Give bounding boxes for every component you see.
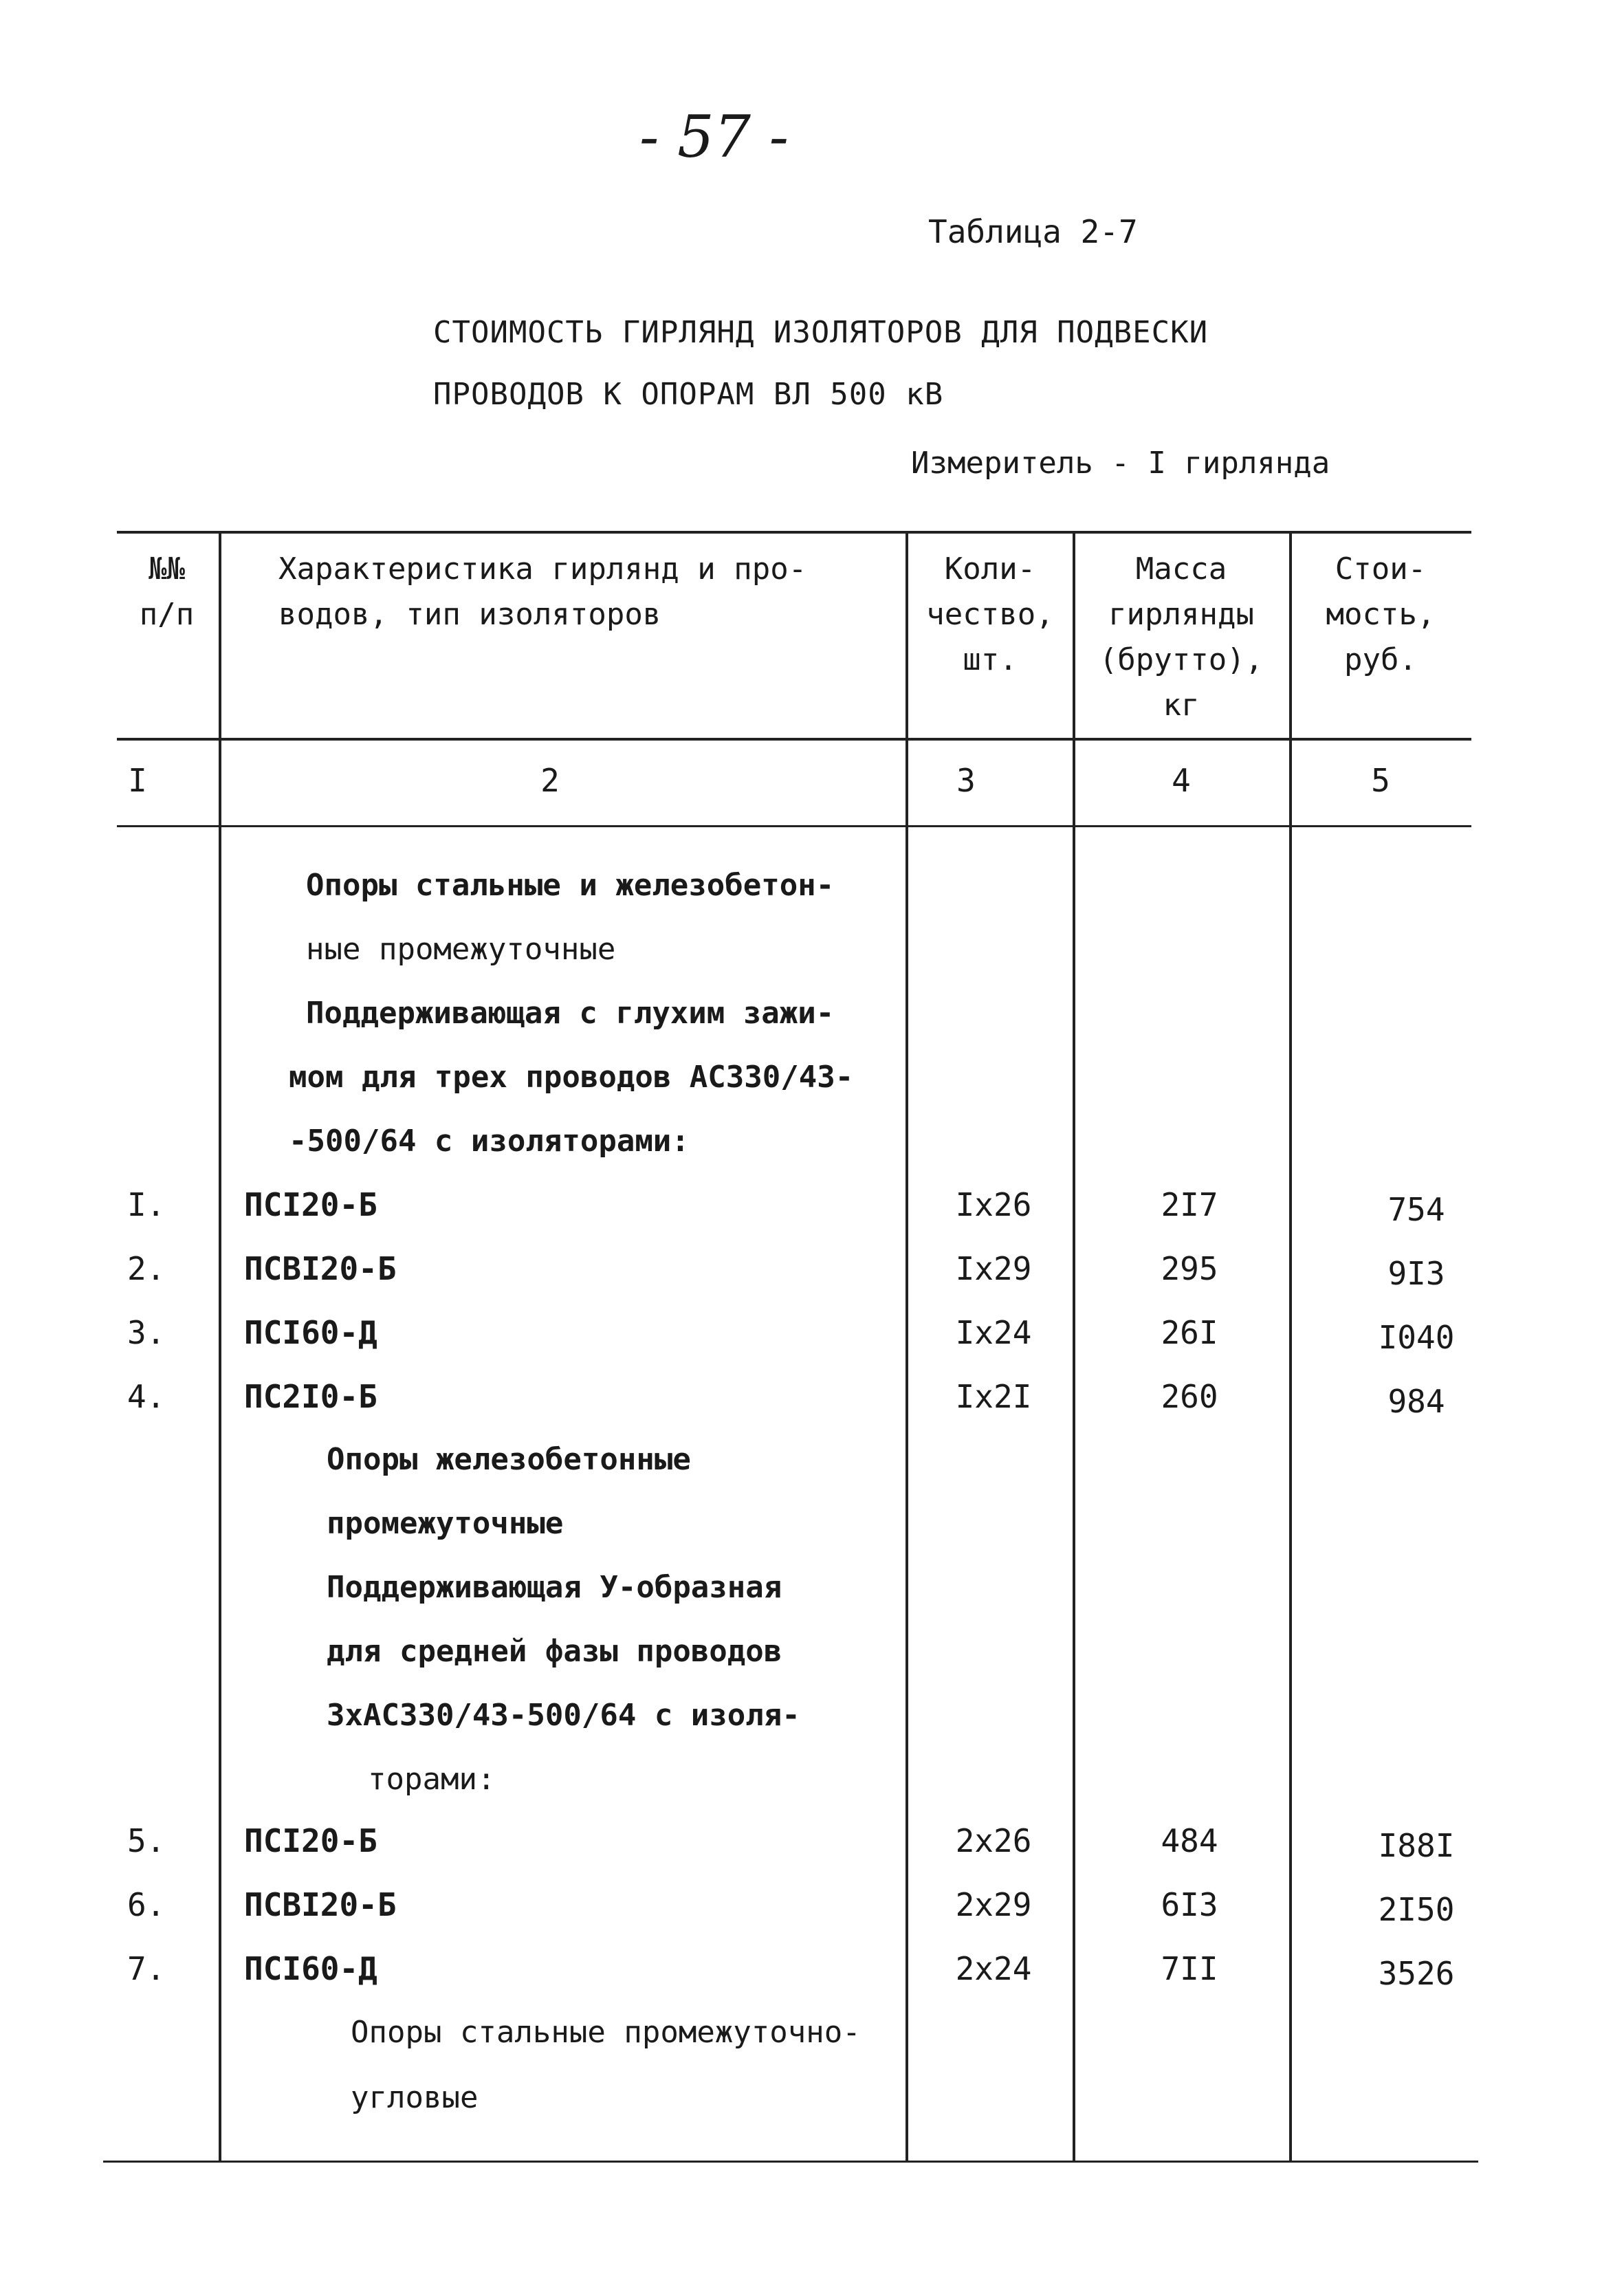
section-3-line-2: угловые: [351, 2080, 479, 2115]
col-divider-1: [219, 531, 221, 2162]
table-top-rule: [117, 531, 1471, 534]
row-5-mass: 484: [1161, 1822, 1218, 1859]
section-1-line-5: -500/64 с изоляторами:: [289, 1124, 690, 1159]
row-2-type: ПСВI20-Б: [244, 1250, 397, 1287]
row-4-mass: 260: [1161, 1378, 1218, 1415]
section-2-line-3: Поддерживающая У-образная: [327, 1570, 782, 1605]
row-5-qty: 2x26: [955, 1822, 1032, 1859]
header-bottom-rule: [117, 738, 1471, 741]
row-3-index: 3.: [127, 1314, 166, 1351]
section-2-line-6: торами:: [368, 1762, 496, 1797]
row-2-qty: Ix29: [955, 1250, 1032, 1287]
header-col-5-line-1: Стои-: [1335, 551, 1427, 587]
header-col-4: [1075, 547, 1288, 728]
section-2-line-1: Опоры железобетонные: [327, 1442, 691, 1477]
row-6-mass: 6I3: [1161, 1886, 1218, 1923]
header-col-3-line-3: шт.: [963, 642, 1018, 677]
row-3-cost: I040: [1378, 1319, 1455, 1356]
row-4-cost: 984: [1387, 1383, 1445, 1420]
row-1-index: I.: [127, 1186, 166, 1223]
table-label: Таблица 2-7: [928, 213, 1138, 250]
row-6-qty: 2x29: [955, 1886, 1032, 1923]
colnum-5: 5: [1371, 762, 1390, 799]
header-col-5-line-3: руб.: [1344, 642, 1417, 677]
section-3-line-1: Опоры стальные промежуточно-: [351, 2015, 861, 2050]
row-1-qty: Ix26: [955, 1186, 1032, 1223]
row-7-cost: 3526: [1378, 1955, 1455, 1992]
section-2-line-4: для средней фазы проводов: [327, 1634, 782, 1669]
header-col-2-line-2: водов, тип изоляторов: [278, 597, 661, 632]
row-1-mass: 2I7: [1161, 1186, 1218, 1223]
row-4-qty: Ix2I: [955, 1378, 1032, 1415]
section-1-line-2: ные промежуточные: [306, 932, 616, 967]
row-4-type: ПС2I0-Б: [244, 1378, 377, 1415]
section-2-line-5: 3хАС330/43-500/64 с изоля-: [327, 1698, 800, 1733]
row-2-mass: 295: [1161, 1250, 1218, 1287]
colnum-1: I: [128, 762, 147, 799]
header-col-5: [1291, 547, 1470, 683]
row-1-type: ПСI20-Б: [244, 1186, 377, 1223]
header-col-4-line-1: Масса: [1135, 551, 1227, 587]
row-5-index: 5.: [127, 1822, 166, 1859]
header-col-1-line-2: п/п: [139, 597, 195, 632]
colnum-2: 2: [540, 762, 560, 799]
row-1-cost: 754: [1387, 1191, 1445, 1228]
header-col-4-line-4: кг: [1163, 688, 1200, 723]
row-6-type: ПСВI20-Б: [244, 1886, 397, 1923]
colnum-3: 3: [956, 762, 976, 799]
header-col-4-line-3: (брутто),: [1099, 642, 1264, 677]
row-7-index: 7.: [127, 1950, 166, 1987]
table-title-line-2: ПРОВОДОВ К ОПОРАМ ВЛ 500 кВ: [433, 377, 944, 412]
header-col-3: [908, 547, 1073, 683]
header-col-2: [278, 547, 897, 637]
row-5-type: ПСI20-Б: [244, 1822, 377, 1859]
row-7-type: ПСI60-Д: [244, 1950, 377, 1987]
header-col-2-line-1: Характеристика гирлянд и про-: [278, 551, 807, 587]
table-title-line-1: СТОИМОСТЬ ГИРЛЯНД ИЗОЛЯТОРОВ ДЛЯ ПОДВЕСКИ: [433, 315, 1209, 350]
colnum-4: 4: [1172, 762, 1191, 799]
header-col-5-line-2: мость,: [1326, 597, 1436, 632]
row-3-qty: Ix24: [955, 1314, 1032, 1351]
section-1-line-3: Поддерживающая с глухим зажи-: [306, 996, 835, 1031]
header-col-3-line-1: Коли-: [944, 551, 1036, 587]
table-bottom-rule: [103, 2161, 1478, 2163]
colnum-bottom-rule: [117, 825, 1471, 827]
page-number: - 57 -: [639, 103, 789, 171]
row-2-cost: 9I3: [1387, 1255, 1445, 1292]
row-5-cost: I88I: [1378, 1827, 1455, 1864]
section-2-line-2: промежуточные: [327, 1506, 564, 1541]
header-col-4-line-2: гирлянды: [1108, 597, 1254, 632]
row-3-mass: 26I: [1161, 1314, 1218, 1351]
header-col-3-line-2: чество,: [926, 597, 1054, 632]
row-7-mass: 7II: [1161, 1950, 1218, 1987]
section-1-line-1: Опоры стальные и железобетон-: [306, 868, 835, 903]
row-3-type: ПСI60-Д: [244, 1314, 377, 1351]
section-1-line-4: мом для трех проводов АС330/43-: [289, 1060, 854, 1095]
row-7-qty: 2x24: [955, 1950, 1032, 1987]
row-6-cost: 2I50: [1378, 1891, 1455, 1928]
header-col-1-line-1: №№: [149, 551, 185, 587]
row-6-index: 6.: [127, 1886, 166, 1923]
measure-unit: Измеритель - I гирлянда: [911, 446, 1330, 481]
header-col-1: [117, 547, 217, 637]
row-4-index: 4.: [127, 1378, 166, 1415]
row-2-index: 2.: [127, 1250, 166, 1287]
